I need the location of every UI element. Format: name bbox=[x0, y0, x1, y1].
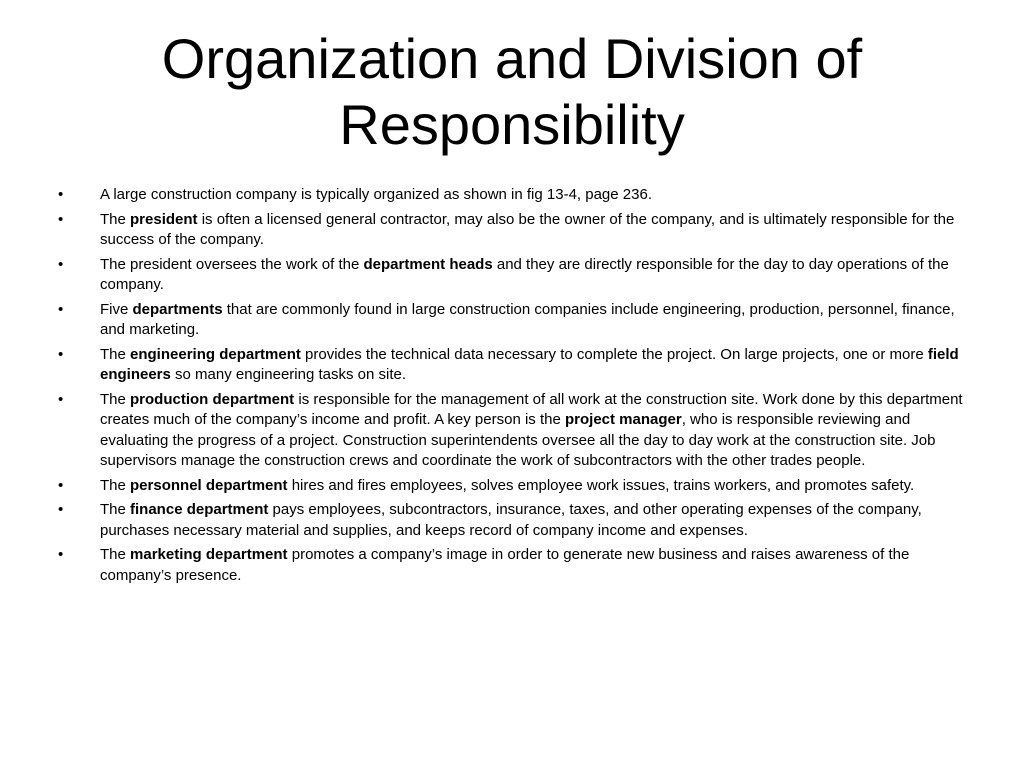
bullet-text bbox=[100, 256, 949, 294]
text-run: promotes a company’s image in order to generate new business and raises awareness of the company’s presence. bbox=[100, 546, 910, 584]
bold-term: president bbox=[130, 210, 198, 228]
text-run: The bbox=[100, 210, 131, 228]
text-run: pays employees, subcontractors, insurance, taxes, and other operating expenses of the company, purchases necessary material and supplies, and keeps record of company income and expenses. bbox=[100, 501, 922, 539]
bullet-marker: • bbox=[58, 186, 64, 203]
text-run: A large construction company is typically organized as shown in fig 13-4, page 236. bbox=[100, 186, 652, 203]
bullet-item bbox=[58, 210, 968, 251]
bold-term: personnel department bbox=[130, 476, 288, 494]
bold-term: marketing department bbox=[130, 546, 288, 563]
bullet-marker: • bbox=[58, 501, 64, 518]
bullet-text bbox=[100, 301, 955, 339]
bullet-marker: • bbox=[58, 345, 64, 363]
text-run: that are commonly found in large construction companies include engineering, production, personnel, finance, and marketing. bbox=[100, 300, 955, 338]
bullet-item bbox=[58, 345, 968, 386]
text-run: , who is responsible reviewing and evaluating the progress of a project. Construction superintendents oversee all the day to day work at the construction site. Job supervisors manage the construction crews and coordinate the work of subcontractors with the other trades people. bbox=[100, 411, 936, 469]
bullet-text bbox=[100, 477, 914, 494]
bullet-text bbox=[100, 501, 922, 539]
bullet-item bbox=[58, 390, 968, 472]
text-run: is responsible for the management of all work at the construction site. Work done by this department creates much of the company’s income and profit. A key person is the bbox=[100, 390, 963, 428]
bullet-marker: • bbox=[58, 546, 64, 563]
bold-term: finance department bbox=[130, 501, 269, 518]
bold-term: production department bbox=[130, 390, 295, 408]
bullet-marker: • bbox=[58, 210, 64, 228]
bold-term: field engineers bbox=[100, 345, 959, 383]
text-run: so many engineering tasks on site. bbox=[170, 366, 407, 383]
bullet-text bbox=[100, 211, 954, 249]
bullet-text bbox=[100, 546, 909, 584]
text-run: The bbox=[100, 390, 131, 408]
text-run: The bbox=[100, 546, 131, 563]
text-run: is often a licensed general contractor, may also be the owner of the company, and is ultimately responsible for the success of the company. bbox=[100, 210, 955, 248]
bold-term: engineering department bbox=[130, 345, 301, 363]
bullet-item bbox=[58, 185, 968, 206]
text-run: and they are directly responsible for the day to day operations of the company. bbox=[100, 255, 949, 293]
text-run: provides the technical data necessary to complete the project. On large projects, one or more bbox=[300, 345, 928, 363]
bullet-item bbox=[58, 476, 968, 497]
bullet-text bbox=[100, 186, 652, 203]
text-run: The bbox=[100, 345, 131, 363]
text-run: The president oversees the work of the bbox=[100, 255, 364, 273]
slide-title: Organization and Division of Responsibility bbox=[161, 27, 863, 156]
text-run: The bbox=[100, 501, 131, 518]
bullet-item bbox=[58, 255, 968, 296]
bold-term: departments bbox=[132, 300, 223, 318]
bullet-marker: • bbox=[58, 255, 64, 273]
text-run: hires and fires employees, solves employee work issues, trains workers, and promotes safety. bbox=[287, 476, 915, 494]
bullet-list bbox=[58, 185, 968, 590]
bullet-text bbox=[100, 391, 963, 470]
text-run: The bbox=[100, 476, 131, 494]
bullet-item bbox=[58, 300, 968, 341]
bold-term: project manager bbox=[564, 411, 682, 428]
bullet-item bbox=[58, 500, 968, 541]
bullet-marker: • bbox=[58, 476, 64, 494]
text-run: Five bbox=[100, 300, 133, 318]
bullet-item bbox=[58, 545, 968, 586]
bullet-text bbox=[100, 346, 959, 384]
bullet-marker: • bbox=[58, 390, 64, 408]
bullet-marker: • bbox=[58, 300, 64, 318]
bold-term: department heads bbox=[363, 255, 493, 273]
